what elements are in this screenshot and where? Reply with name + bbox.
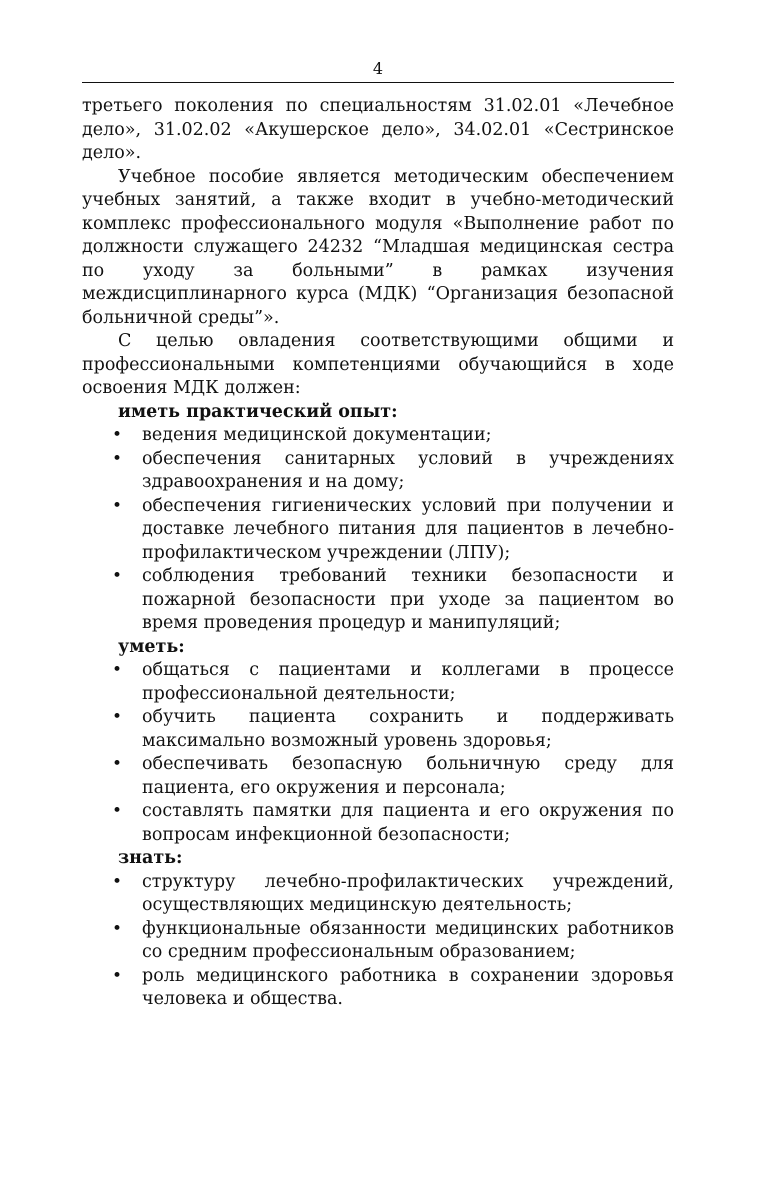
list-item: [82, 448, 674, 495]
list-item: [82, 706, 674, 753]
bullet-icon: •: [112, 660, 123, 680]
bullet-icon: •: [112, 448, 123, 469]
bullet-icon: •: [112, 965, 123, 986]
list-item-text: функциональные обязанности медицинских работников со средним профессиональным образованием;: [142, 918, 674, 962]
list-item-text: обеспечения санитарных условий в учреждениях здравоохранения и на дому;: [142, 448, 674, 492]
list-item: [82, 495, 674, 566]
knowledge-list: [82, 871, 674, 1012]
paragraph-competencies: С целью овладения соответствующими общими и профессиональными компетенциями обучающийся в ходе освоения МДК должен:: [82, 331, 674, 398]
bullet-icon: •: [112, 801, 123, 821]
list-item-text: роль медицинского работника в сохранении здоровья человека и общества.: [142, 965, 674, 1009]
list-item-text: составлять памятки для пациента и его окружения по вопросам инфекционной безопасности;: [142, 801, 674, 845]
list-item-text: обеспечения гигиенических условий при получении и доставке лечебного питания для пациентов в лечебно-профилактическом учреждении (ЛПУ);: [142, 495, 674, 563]
bullet-icon: •: [112, 495, 123, 516]
list-item: [82, 565, 674, 636]
paragraph-intro-continuation: третьего поколения по специальностям 31.02.01 «Лечебное дело», 31.02.02 «Акушерское дело», 34.02.01 «Сестринское дело».: [82, 96, 674, 163]
experience-list: [82, 424, 674, 636]
list-item: [82, 424, 674, 448]
list-item: [82, 918, 674, 965]
list-item: [82, 965, 674, 1012]
list-item: [82, 753, 674, 800]
bullet-icon: •: [112, 918, 123, 939]
list-item-text: соблюдения требований техники безопасности и пожарной безопасности при уходе за пациентом во время проведения процедур и манипуляций;: [142, 566, 674, 633]
header-rule: [82, 82, 674, 83]
section-heading-knowledge: знать:: [118, 848, 183, 868]
page-body: [82, 95, 674, 1012]
section-heading-skills: уметь:: [118, 636, 185, 657]
bullet-icon: •: [112, 707, 123, 727]
bullet-icon: •: [112, 754, 123, 774]
section-heading-experience: иметь практический опыт:: [118, 401, 398, 422]
list-item-text: обучить пациента сохранить и поддерживать максимально возможный уровень здоровья;: [142, 707, 674, 751]
paragraph-manual-purpose: Учебное пособие является методическим обеспечением учебных занятий, а также входит в учебно-методический комплекс профессионального модуля «Выполнение работ по должности служащего 24232 “Младшая медицинская сестра по уходу за больными” в рамках изучения междисциплинарного курса (МДК) “Организация безопасной больничной среды”».: [82, 166, 674, 328]
bullet-icon: •: [112, 566, 123, 586]
list-item: [82, 871, 674, 918]
list-item-text: структуру лечебно-профилактических учреждений, осуществляющих медицинскую деятельность;: [142, 871, 674, 915]
list-item-text: обеспечивать безопасную больничную среду для пациента, его окружения и персонала;: [142, 754, 674, 798]
bullet-icon: •: [112, 425, 123, 445]
page-number: 4: [372, 59, 384, 78]
document-page: [82, 58, 674, 1012]
list-item: [82, 800, 674, 847]
list-item-text: общаться с пациентами и коллегами в процессе профессиональной деятельности;: [142, 660, 674, 704]
bullet-icon: •: [112, 871, 123, 892]
list-item: [82, 659, 674, 706]
skills-list: [82, 659, 674, 847]
list-item-text: ведения медицинской документации;: [142, 425, 492, 445]
